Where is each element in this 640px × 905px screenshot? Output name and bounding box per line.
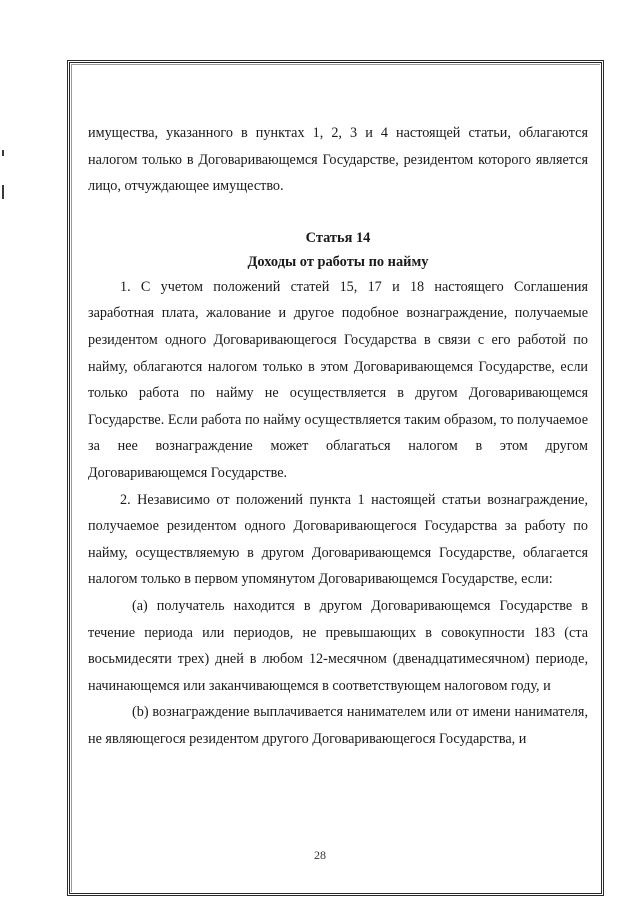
continuation-paragraph: имущества, указанного в пунктах 1, 2, 3 и 4 настоящей статьи, облагаются налогом только в Договаривающемся Государстве, резидентом которого является лицо, отчуждающее имущество. [88, 125, 588, 195]
subparagraph-b: (b) вознаграждение выплачивается нанимателем или от имени нанимателя, не являющегося резидентом другого Договаривающегося Государства, и [88, 704, 588, 747]
scan-edge-mark [2, 185, 4, 199]
paragraph-1: 1. С учетом положений статей 15, 17 и 18 настоящего Соглашения заработная плата, жалование и другое подобное вознаграждение, получаемые резидентом одного Договаривающегося Государства в связи с его работой по найму, облагаются налогом только в этом Договаривающемся Государстве, если только работа по найму не осуществляется в другом Договаривающемся Государстве. Если работа по найму осуществляется таким образом, то получаемое за нее вознаграждение может облагаться налогом в этом другом Договаривающемся Государстве. [88, 278, 588, 481]
article-number-heading: Статья 14 [305, 229, 371, 246]
document-body [88, 120, 588, 752]
section-spacer [88, 200, 588, 226]
page-number: 28 [314, 848, 326, 862]
scan-edge-mark [2, 150, 4, 156]
article-title-heading: Доходы от работы по найму [247, 253, 429, 270]
subparagraph-a: (a) получатель находится в другом Договаривающемся Государстве в течение периода или периодов, не превышающих в совокупности 183 (ста восьмидесяти трех) дней в любом 12-месячном (двенадцатимесячном) периоде, начинающемся или заканчивающемся в соответствующем налоговом году, и [88, 597, 588, 694]
paragraph-2: 2. Независимо от положений пункта 1 настоящей статьи вознаграждение, получаемое резидентом одного Договаривающегося Государства за работу по найму, осуществляемую в другом Договаривающемся Государстве, облагается налогом только в первом упомянутом Договаривающемся Государстве, если: [88, 491, 588, 588]
